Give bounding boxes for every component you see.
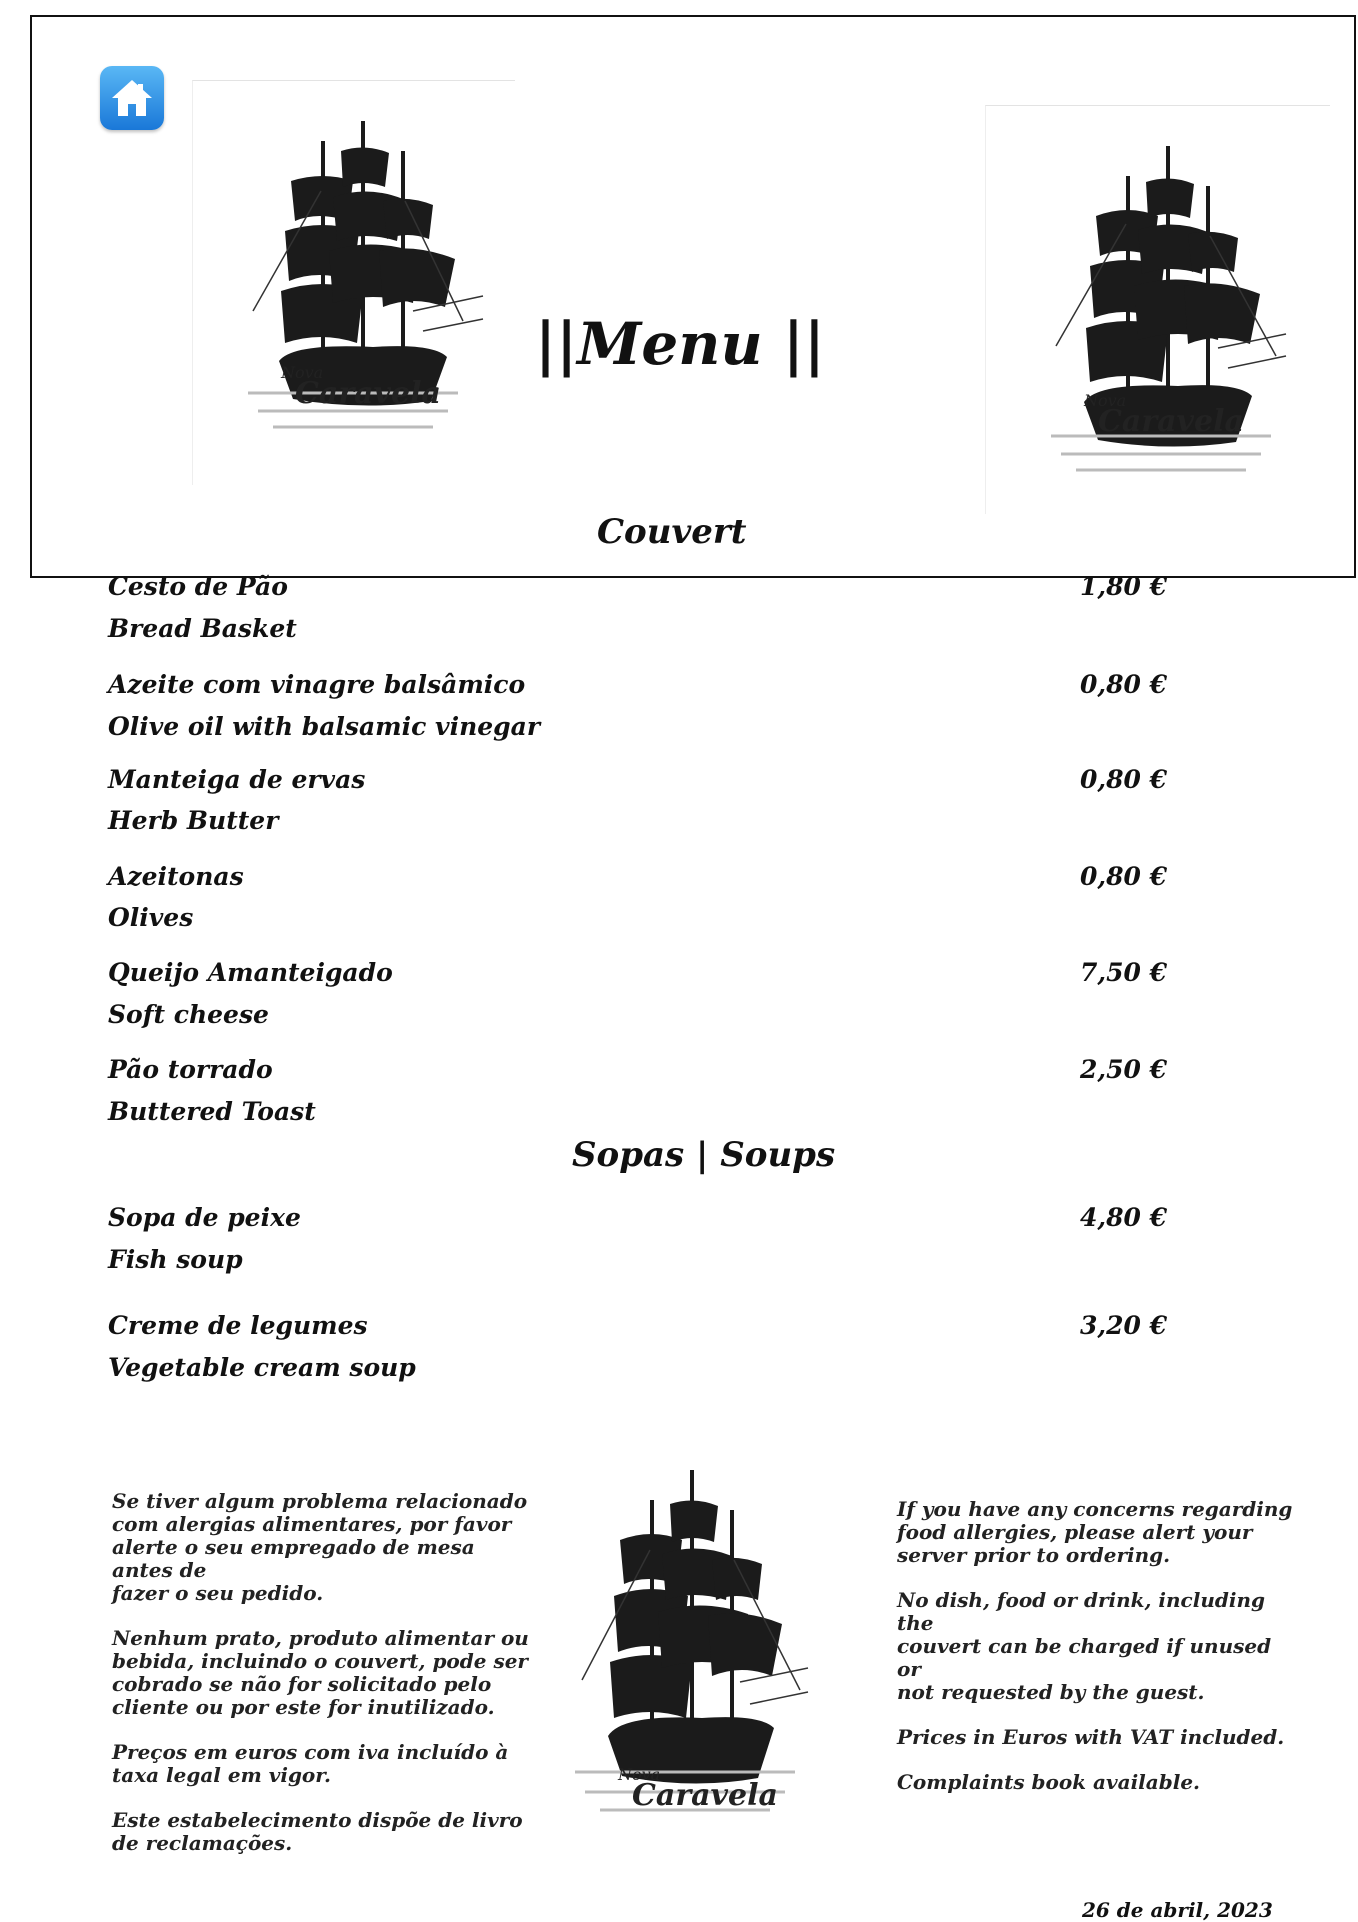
menu-item-name: Azeite com vinagre balsâmico [108, 670, 526, 699]
section-title-couvert: Couvert [597, 512, 747, 552]
logo-caravela-text: Caravela [295, 376, 441, 411]
menu-item-translation: Fish soup [108, 1245, 243, 1274]
menu-item-name: Sopa de peixe [108, 1203, 301, 1232]
logo-nova-text: Nova [618, 1765, 661, 1784]
note-paragraph: Prices in Euros with VAT included. [897, 1725, 1285, 1749]
menu-item-price: 2,50 € [1080, 1055, 1167, 1084]
logo-wordmark [1084, 391, 1244, 439]
logo-nova-text: Nova [1084, 391, 1127, 410]
menu-item-price: 0,80 € [1080, 765, 1167, 794]
menu-item-price: 4,80 € [1080, 1203, 1167, 1232]
menu-item-name: Creme de legumes [108, 1311, 368, 1340]
logo-wordmark [281, 363, 441, 411]
ship-icon [986, 106, 1330, 514]
logo-nova-text: Nova [281, 363, 324, 382]
menu-item-translation: Olives [108, 903, 194, 932]
menu-item-price: 0,80 € [1080, 862, 1167, 891]
logo-caravela-text: Caravela [1098, 404, 1244, 439]
note-paragraph: Este estabelecimento dispõe de livro de reclamações. [112, 1808, 523, 1855]
menu-item-price: 7,50 € [1080, 958, 1167, 987]
menu-item-translation: Buttered Toast [108, 1097, 316, 1126]
note-paragraph: Se tiver algum problema relacionado com alergias alimentares, por favor alerte o seu empregado de mesa antes de fazer o seu pedido. [112, 1489, 528, 1605]
note-paragraph: If you have any concerns regarding food allergies, please alert your server prior to ordering. [897, 1497, 1293, 1567]
logo-wordmark [618, 1765, 778, 1813]
menu-item-price: 0,80 € [1080, 670, 1167, 699]
allergy-notes-portuguese [112, 1490, 532, 1877]
note-paragraph: Complaints book available. [897, 1770, 1201, 1794]
menu-item-translation: Vegetable cream soup [108, 1353, 416, 1382]
menu-item-name: Manteiga de ervas [108, 765, 366, 794]
note-paragraph: Nenhum prato, produto alimentar ou bebida, incluindo o couvert, pode ser cobrado se não for solicitado pelo cliente ou por este for inutilizado. [112, 1626, 529, 1719]
note-paragraph: No dish, food or drink, including the couvert can be charged if unused or not requested by the guest. [897, 1588, 1272, 1704]
home-icon [108, 74, 156, 122]
logo-bottom [560, 1460, 820, 1860]
ship-icon [193, 81, 515, 485]
menu-item-price: 1,80 € [1080, 572, 1167, 601]
menu-item-name: Cesto de Pão [108, 572, 288, 601]
menu-item-translation: Bread Basket [108, 614, 297, 643]
allergy-notes-english [897, 1498, 1297, 1816]
menu-item-name: Queijo Amanteigado [108, 958, 393, 987]
section-title-soups: Sopas | Soups [572, 1135, 836, 1175]
menu-item-translation: Herb Butter [108, 806, 279, 835]
footer-date: 26 de abril, 2023 [1082, 1898, 1273, 1922]
menu-item-name: Azeitonas [108, 862, 244, 891]
logo-caravela-text: Caravela [632, 1778, 778, 1813]
menu-item-name: Pão torrado [108, 1055, 273, 1084]
page-title: ||Menu || [534, 310, 826, 378]
menu-item-translation: Soft cheese [108, 1000, 269, 1029]
logo-left [192, 80, 515, 485]
menu-item-translation: Olive oil with balsamic vinegar [108, 712, 541, 741]
menu-item-price: 3,20 € [1080, 1311, 1167, 1340]
home-button[interactable] [100, 66, 164, 130]
note-paragraph: Preços em euros com iva incluído à taxa legal em vigor. [112, 1740, 509, 1787]
logo-right [985, 105, 1330, 514]
